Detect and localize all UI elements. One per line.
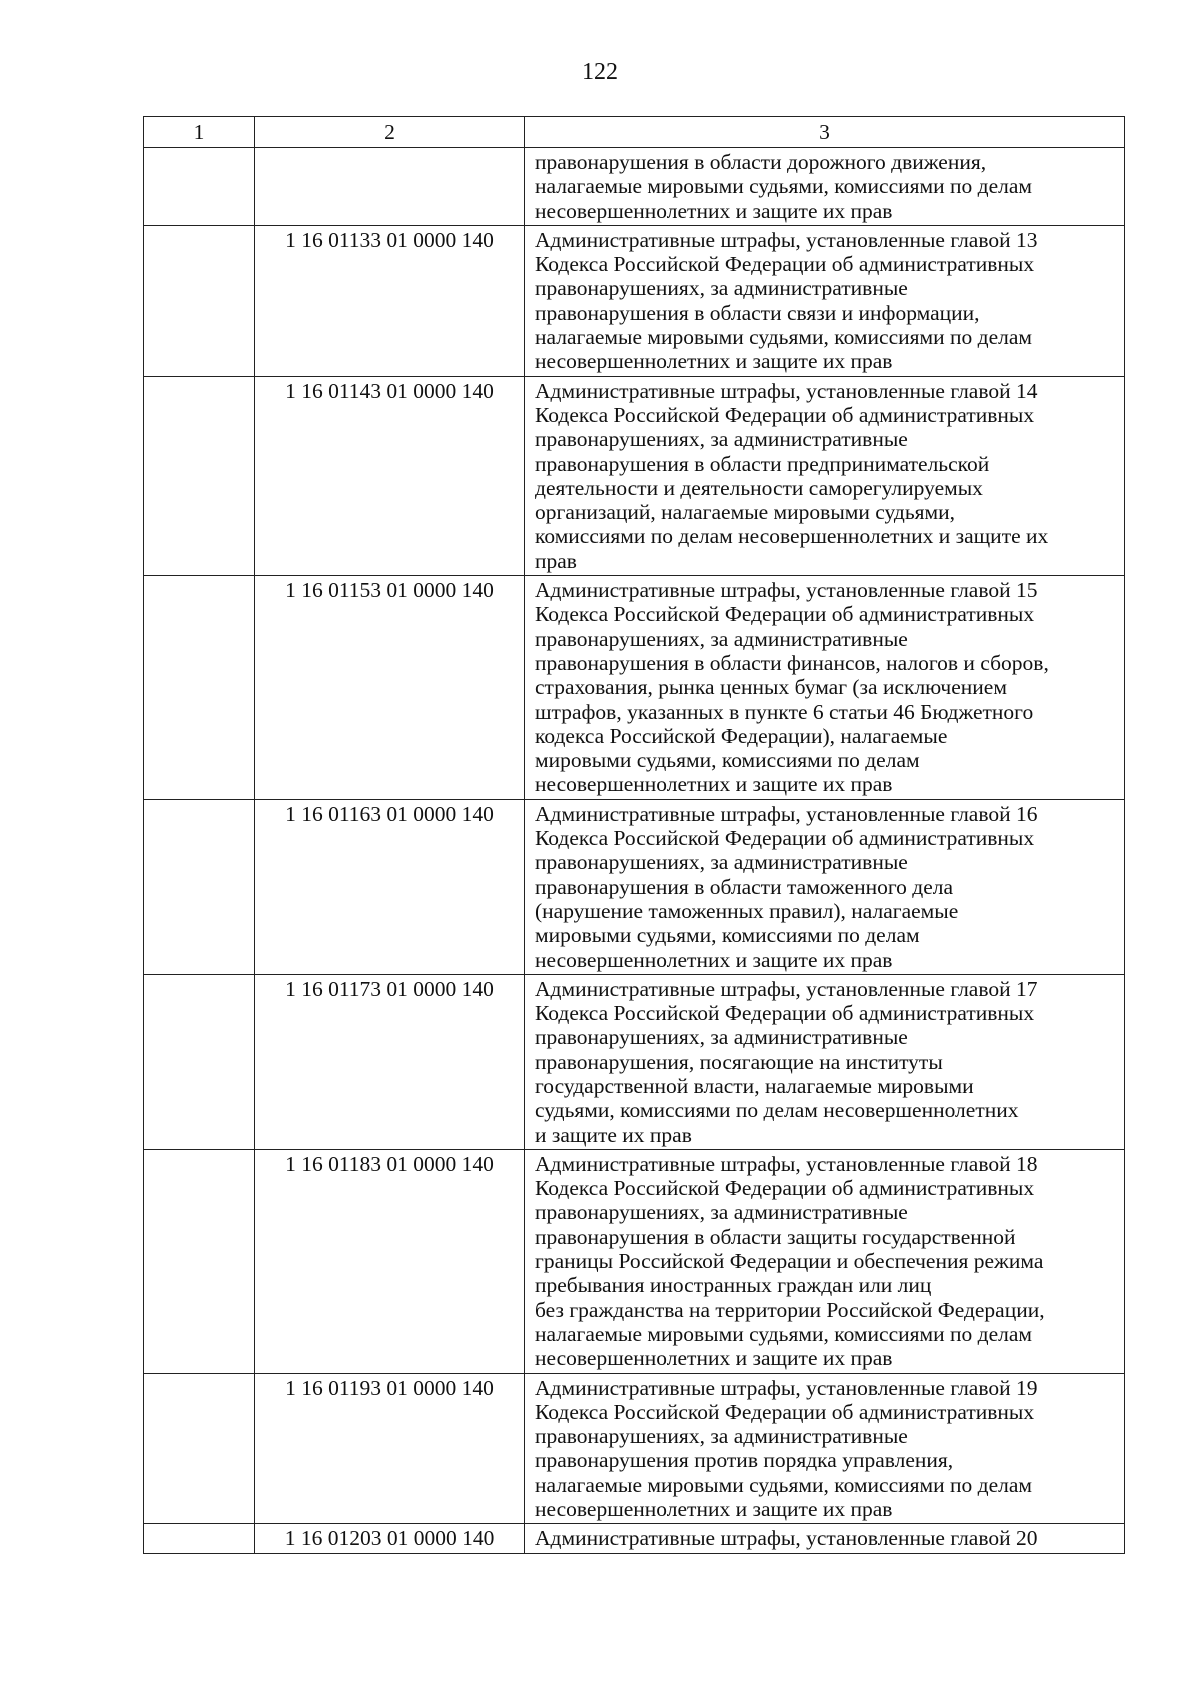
budget-code-cell: 1 16 01143 01 0000 140 [255,376,525,575]
description-line: Административные штрафы, установленные главой 18 [535,1151,1038,1176]
description-line: правонарушениях, за административные [535,1424,908,1449]
description-line: Кодекса Российской Федерации об административных [535,1399,1035,1424]
description-line: организаций, налагаемые мировыми судьями, [535,500,956,525]
description-line: Кодекса Российской Федерации об административных [535,826,1035,851]
description-line: Административные штрафы, установленные главой 13 [535,227,1038,252]
row-number-cell [144,225,255,376]
description-line: несовершеннолетних и защите их прав [535,947,893,972]
description-line: без гражданства на территории Российской Федерации, [535,1297,1045,1322]
description-line: кодекса Российской Федерации), налагаемые [535,723,948,748]
budget-code-cell: 1 16 01153 01 0000 140 [255,576,525,800]
column-header-1: 1 [144,117,255,148]
row-number-cell [144,1149,255,1373]
description-line: страхования, рынка ценных бумаг (за исключением [535,675,1007,700]
description-line: налагаемые мировыми судьями, комиссиями по делам [535,174,1032,199]
description-line: прав [535,548,577,573]
description-cell [525,225,1125,376]
table-row [144,1524,1125,1553]
description-cell [525,376,1125,575]
table-row [144,974,1125,1149]
description-line: и защите их прав [535,1122,692,1147]
description-line: правонарушения в области связи и информации, [535,300,980,325]
description-line: Кодекса Российской Федерации об административных [535,402,1035,427]
description-line: несовершеннолетних и защите их прав [535,349,893,374]
description-line: правонарушения в области таможенного дела [535,874,954,899]
budget-code-cell: 1 16 01193 01 0000 140 [255,1373,525,1524]
budget-code-cell: 1 16 01163 01 0000 140 [255,799,525,974]
budget-codes-table [143,116,1125,1554]
description-line: Кодекса Российской Федерации об административных [535,1176,1035,1201]
description-line: налагаемые мировыми судьями, комиссиями по делам [535,325,1032,350]
table-row [144,148,1125,226]
row-number-cell [144,799,255,974]
description-cell [525,1373,1125,1524]
table-row [144,576,1125,800]
description-line: мировыми судьями, комиссиями по делам [535,748,920,773]
row-number-cell [144,974,255,1149]
description-line: несовершеннолетних и защите их прав [535,1497,893,1522]
column-header-2: 2 [255,117,525,148]
description-line: правонарушения в области дорожного движения, [535,150,987,174]
row-number-cell [144,376,255,575]
row-number-cell [144,1373,255,1524]
budget-code-cell: 1 16 01173 01 0000 140 [255,974,525,1149]
table-row [144,376,1125,575]
budget-code-cell [255,148,525,226]
column-header-3: 3 [525,117,1125,148]
description-cell [525,148,1125,226]
table-header-row [144,117,1125,148]
description-cell [525,974,1125,1149]
description-line: Административные штрафы, установленные главой 19 [535,1375,1038,1400]
page-number: 122 [582,59,618,85]
description-line: несовершеннолетних и защите их прав [535,1346,893,1371]
description-line: государственной власти, налагаемые мировыми [535,1073,974,1098]
description-line: штрафов, указанных в пункте 6 статьи 46 Бюджетного [535,699,1034,724]
description-line: Кодекса Российской Федерации об административных [535,252,1035,277]
description-line: налагаемые мировыми судьями, комиссиями по делам [535,1321,1032,1346]
table-row [144,1373,1125,1524]
description-line: правонарушения в области предпринимательской [535,451,990,476]
description-line: (нарушение таможенных правил), налагаемые [535,898,959,923]
description-line: правонарушениях, за административные [535,1025,908,1050]
description-line: правонарушениях, за административные [535,850,908,875]
budget-code-cell: 1 16 01203 01 0000 140 [255,1524,525,1553]
description-line: правонарушения в области финансов, налогов и сборов, [535,650,1049,675]
description-cell [525,1149,1125,1373]
description-line: пребывания иностранных граждан или лиц [535,1273,932,1298]
row-number-cell [144,1524,255,1553]
row-number-cell [144,148,255,226]
description-line: Административные штрафы, установленные главой 16 [535,801,1038,826]
description-line: мировыми судьями, комиссиями по делам [535,923,920,948]
table-row [144,1149,1125,1373]
description-line: несовершеннолетних и защите их прав [535,772,893,797]
description-cell [525,576,1125,800]
description-line: несовершеннолетних и защите их прав [535,198,893,223]
description-line: Административные штрафы, установленные главой 15 [535,578,1038,603]
description-line: правонарушения, посягающие на институты [535,1049,943,1074]
row-number-cell [144,576,255,800]
description-line: правонарушения в области защиты государственной [535,1224,1016,1249]
description-line: правонарушениях, за административные [535,276,908,301]
description-line: правонарушениях, за административные [535,626,908,651]
description-line: Кодекса Российской Федерации об административных [535,602,1035,627]
description-line: границы Российской Федерации и обеспечения режима [535,1249,1044,1274]
description-cell [525,799,1125,974]
table-row [144,225,1125,376]
description-line: правонарушениях, за административные [535,1200,908,1225]
description-line: правонарушения против порядка управления, [535,1448,954,1473]
description-line: правонарушениях, за административные [535,427,908,452]
description-line: Кодекса Российской Федерации об административных [535,1001,1035,1026]
description-line: комиссиями по делам несовершеннолетних и защите их [535,524,1049,549]
description-line: налагаемые мировыми судьями, комиссиями по делам [535,1472,1032,1497]
description-line: деятельности и деятельности саморегулируемых [535,475,983,500]
description-line: судьями, комиссиями по делам несовершеннолетних [535,1098,1019,1123]
table-row [144,799,1125,974]
budget-code-cell: 1 16 01183 01 0000 140 [255,1149,525,1373]
description-cell [525,1524,1125,1553]
description-line: Административные штрафы, установленные главой 20 [535,1526,1038,1551]
description-line: Административные штрафы, установленные главой 17 [535,976,1038,1001]
description-line: Административные штрафы, установленные главой 14 [535,378,1038,403]
budget-code-cell: 1 16 01133 01 0000 140 [255,225,525,376]
